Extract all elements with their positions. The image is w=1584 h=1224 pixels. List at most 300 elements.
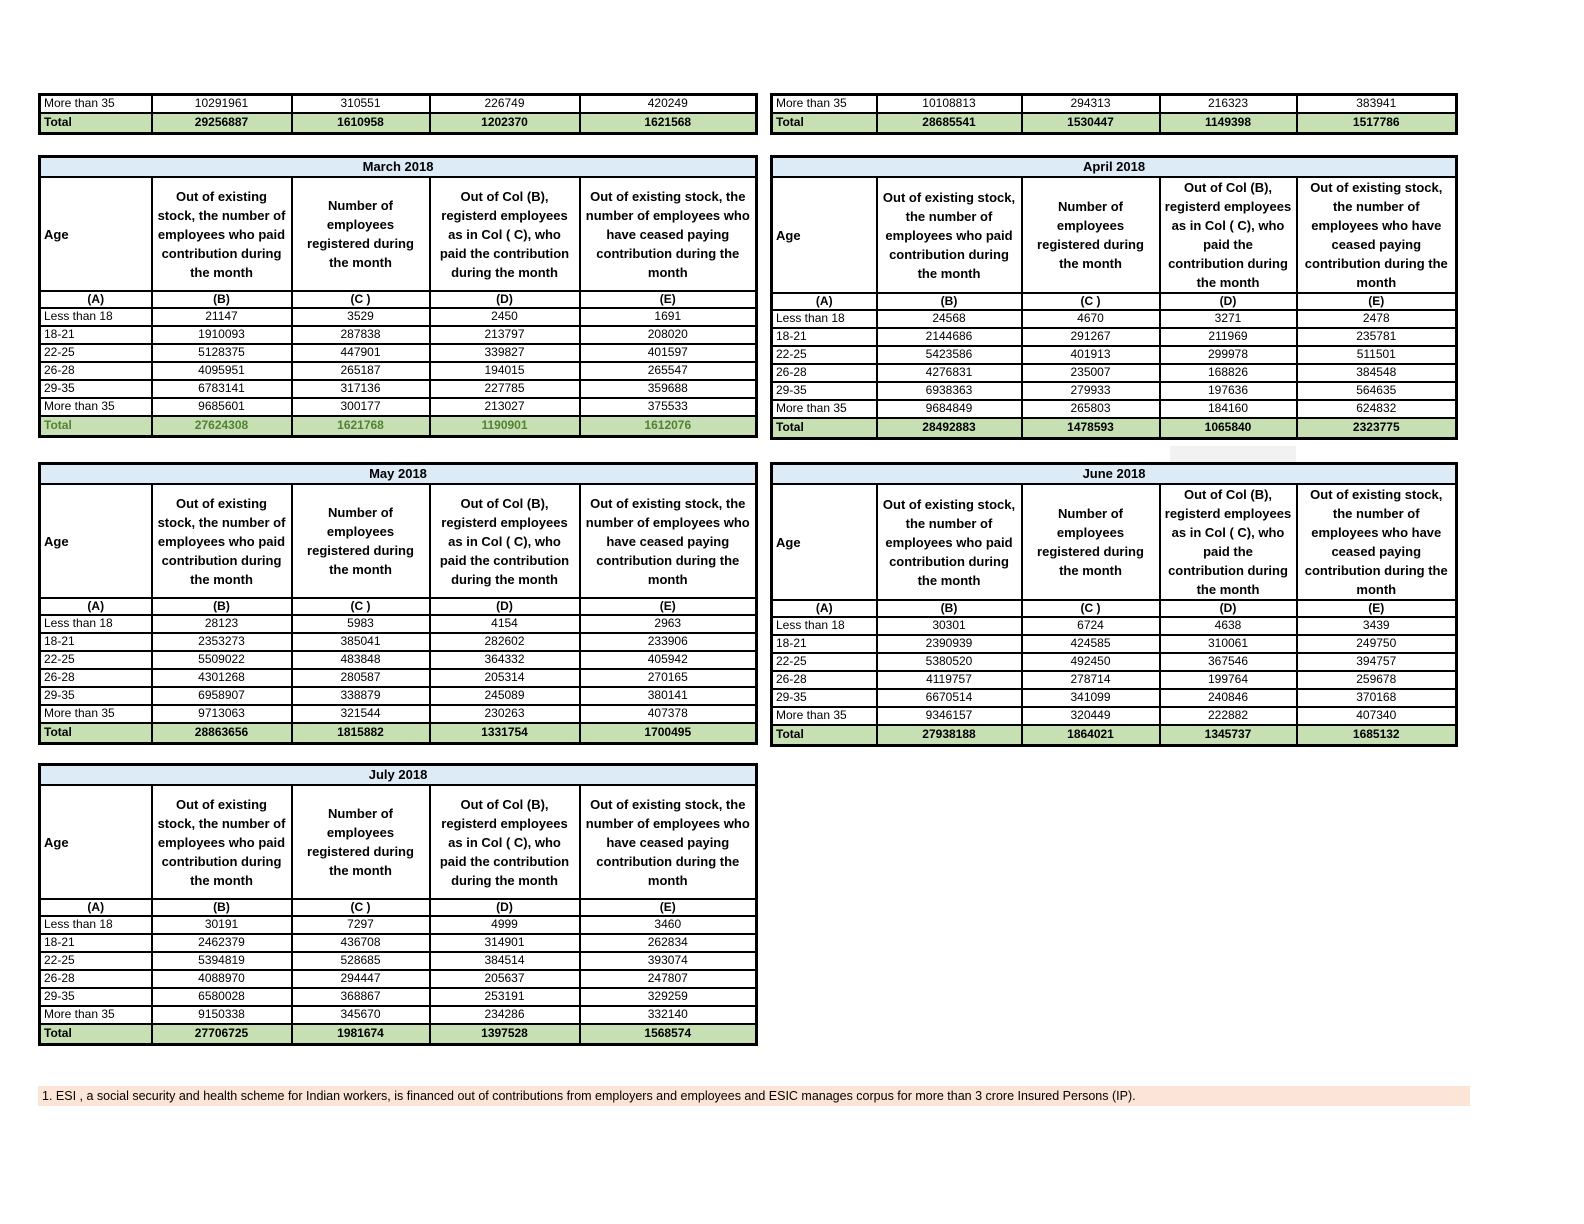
- total-cell: 1065840: [1160, 418, 1297, 439]
- data-cell: 4301268: [152, 669, 292, 687]
- data-cell: 310551: [292, 95, 430, 114]
- data-cell: 300177: [292, 398, 430, 416]
- data-cell: 407378: [580, 705, 757, 723]
- data-cell: 9685601: [152, 398, 292, 416]
- column-header-c: Number of employees registered during the month: [292, 785, 430, 899]
- data-cell: 2478: [1297, 310, 1457, 328]
- column-header-row: [772, 177, 1457, 293]
- data-cell: 213797: [430, 326, 580, 344]
- data-cell: 247807: [580, 970, 757, 988]
- data-cell: 235007: [1022, 364, 1160, 382]
- column-header-b: Out of existing stock, the number of employees who paid contribution during the month: [152, 484, 292, 598]
- total-cell: 1612076: [580, 416, 757, 437]
- age-label-cell: 22-25: [40, 651, 152, 669]
- column-header-d: Out of Col (B), registerd employees as in Col ( C), who paid the contribution during the month: [430, 484, 580, 598]
- total-cell: 28492883: [877, 418, 1022, 439]
- data-cell: 240846: [1160, 689, 1297, 707]
- table-row: [40, 916, 757, 934]
- data-cell: 2353273: [152, 633, 292, 651]
- data-cell: 4088970: [152, 970, 292, 988]
- column-letter-cell: (E): [1297, 293, 1457, 310]
- column-header-row: [40, 484, 757, 598]
- table-row: [772, 346, 1457, 364]
- column-letter-row: [772, 293, 1457, 310]
- total-cell: 1478593: [1022, 418, 1160, 439]
- data-cell: 5509022: [152, 651, 292, 669]
- data-cell: 420249: [580, 95, 757, 114]
- table-row: [772, 617, 1457, 635]
- column-letter-cell: (D): [430, 899, 580, 916]
- column-header-d: Out of Col (B), registerd employees as in Col ( C), who paid the contribution during the month: [430, 177, 580, 291]
- age-label-cell: 29-35: [772, 382, 877, 400]
- column-letter-cell: (D): [430, 598, 580, 615]
- data-cell: 278714: [1022, 671, 1160, 689]
- age-label-cell: 26-28: [772, 364, 877, 382]
- column-letter-cell: (C ): [1022, 600, 1160, 617]
- total-label-cell: Total: [772, 418, 877, 439]
- data-cell: 184160: [1160, 400, 1297, 418]
- data-cell: 1610958: [292, 113, 430, 134]
- table-row: [40, 308, 757, 326]
- total-label-cell: Total: [40, 416, 152, 437]
- column-letter-cell: (B): [877, 600, 1022, 617]
- column-header-e: Out of existing stock, the number of employees who have ceased paying contribution during the month: [1297, 484, 1457, 600]
- table-row: [40, 988, 757, 1006]
- total-cell: 1345737: [1160, 725, 1297, 746]
- age-label-cell: 18-21: [772, 635, 877, 653]
- data-cell: 2390939: [877, 635, 1022, 653]
- data-cell: 234286: [430, 1006, 580, 1024]
- data-cell: 299978: [1160, 346, 1297, 364]
- data-cell: 1910093: [152, 326, 292, 344]
- data-cell: 279933: [1022, 382, 1160, 400]
- month-title: July 2018: [40, 765, 757, 786]
- data-cell: 345670: [292, 1006, 430, 1024]
- age-label-cell: More than 35: [772, 400, 877, 418]
- data-cell: 2462379: [152, 934, 292, 952]
- total-row: [40, 723, 757, 744]
- age-label-cell: 29-35: [772, 689, 877, 707]
- month-table-june-2018: [770, 462, 1455, 747]
- data-cell: 3271: [1160, 310, 1297, 328]
- column-letter-row: [40, 899, 757, 916]
- column-letter-cell: (D): [1160, 293, 1297, 310]
- data-cell: 3439: [1297, 617, 1457, 635]
- data-cell: 341099: [1022, 689, 1160, 707]
- data-cell: 384514: [430, 952, 580, 970]
- data-cell: 213027: [430, 398, 580, 416]
- data-cell: 332140: [580, 1006, 757, 1024]
- column-letter-row: [40, 291, 757, 308]
- data-cell: 401913: [1022, 346, 1160, 364]
- data-cell: 394757: [1297, 653, 1457, 671]
- age-label-cell: 26-28: [40, 362, 152, 380]
- column-header-c: Number of employees registered during the month: [292, 484, 430, 598]
- month-table-july-2018: [38, 763, 755, 1046]
- data-cell: 282602: [430, 633, 580, 651]
- column-letter-cell: (C ): [292, 598, 430, 615]
- data-cell: 294313: [1022, 95, 1160, 114]
- data-cell: 1691: [580, 308, 757, 326]
- total-cell: 1864021: [1022, 725, 1160, 746]
- column-letter-cell: (D): [1160, 600, 1297, 617]
- data-cell: 367546: [1160, 653, 1297, 671]
- column-header-d: Out of Col (B), registerd employees as in Col ( C), who paid the contribution during the month: [430, 785, 580, 899]
- table-row: [40, 344, 757, 362]
- table-row: [40, 970, 757, 988]
- age-header-cell: Age: [772, 177, 877, 293]
- data-cell: 6670514: [877, 689, 1022, 707]
- age-label-cell: 29-35: [40, 988, 152, 1006]
- month-title: June 2018: [772, 464, 1457, 485]
- table-row: [772, 310, 1457, 328]
- age-header-cell: Age: [772, 484, 877, 600]
- age-label-cell: Less than 18: [40, 916, 152, 934]
- data-cell: 320449: [1022, 707, 1160, 725]
- column-letter-cell: (A): [772, 293, 877, 310]
- data-cell: 227785: [430, 380, 580, 398]
- data-cell: 405942: [580, 651, 757, 669]
- data-cell: 245089: [430, 687, 580, 705]
- age-label-cell: Total: [772, 113, 877, 134]
- age-label-cell: 29-35: [40, 380, 152, 398]
- data-cell: 359688: [580, 380, 757, 398]
- data-cell: 393074: [580, 952, 757, 970]
- column-header-c: Number of employees registered during the month: [292, 177, 430, 291]
- data-cell: 9346157: [877, 707, 1022, 725]
- column-letter-cell: (C ): [1022, 293, 1160, 310]
- total-cell: 1621768: [292, 416, 430, 437]
- total-cell: 27624308: [152, 416, 292, 437]
- data-cell: 230263: [430, 705, 580, 723]
- data-cell: 28685541: [877, 113, 1022, 134]
- data-cell: 199764: [1160, 671, 1297, 689]
- total-cell: 1331754: [430, 723, 580, 744]
- data-cell: 380141: [580, 687, 757, 705]
- data-cell: 222882: [1160, 707, 1297, 725]
- data-cell: 314901: [430, 934, 580, 952]
- data-cell: 168826: [1160, 364, 1297, 382]
- age-label-cell: 26-28: [772, 671, 877, 689]
- data-cell: 364332: [430, 651, 580, 669]
- column-letter-cell: (A): [40, 899, 152, 916]
- age-label-cell: More than 35: [772, 707, 877, 725]
- data-cell: 407340: [1297, 707, 1457, 725]
- data-cell: 370168: [1297, 689, 1457, 707]
- column-letter-row: [40, 598, 757, 615]
- age-label-cell: 22-25: [40, 344, 152, 362]
- data-cell: 317136: [292, 380, 430, 398]
- total-row: [40, 1024, 757, 1045]
- total-cell: 1700495: [580, 723, 757, 744]
- table-row: [772, 707, 1457, 725]
- total-cell: 1397528: [430, 1024, 580, 1045]
- month-table-may-2018: [38, 462, 755, 745]
- month-title: April 2018: [772, 157, 1457, 178]
- data-cell: 1621568: [580, 113, 757, 134]
- column-header-row: [40, 785, 757, 899]
- age-label-cell: More than 35: [772, 95, 877, 114]
- column-header-e: Out of existing stock, the number of employees who have ceased paying contribution during the month: [580, 785, 757, 899]
- data-cell: 483848: [292, 651, 430, 669]
- data-cell: 235781: [1297, 328, 1457, 346]
- age-label-cell: Less than 18: [40, 615, 152, 633]
- column-letter-cell: (B): [152, 598, 292, 615]
- age-label-cell: Less than 18: [40, 308, 152, 326]
- total-row: [772, 725, 1457, 746]
- data-cell: 4119757: [877, 671, 1022, 689]
- age-label-cell: 26-28: [40, 970, 152, 988]
- age-label-cell: 29-35: [40, 687, 152, 705]
- data-cell: 436708: [292, 934, 430, 952]
- table-row: [772, 400, 1457, 418]
- data-cell: 211969: [1160, 328, 1297, 346]
- total-row: [772, 418, 1457, 439]
- data-cell: 287838: [292, 326, 430, 344]
- data-cell: 253191: [430, 988, 580, 1006]
- column-letter-cell: (A): [772, 600, 877, 617]
- data-cell: 368867: [292, 988, 430, 1006]
- data-cell: 424585: [1022, 635, 1160, 653]
- data-cell: 375533: [580, 398, 757, 416]
- column-letter-cell: (B): [877, 293, 1022, 310]
- data-cell: 197636: [1160, 382, 1297, 400]
- data-cell: 29256887: [152, 113, 292, 134]
- table-row: [40, 669, 757, 687]
- table-row: [772, 653, 1457, 671]
- month-title-row: [40, 464, 757, 485]
- month-table-april-2018: [770, 155, 1455, 440]
- total-row: [40, 416, 757, 437]
- age-label-cell: Less than 18: [772, 310, 877, 328]
- data-cell: 338879: [292, 687, 430, 705]
- data-cell: 9713063: [152, 705, 292, 723]
- total-label-cell: Total: [40, 1024, 152, 1045]
- age-header-cell: Age: [40, 177, 152, 291]
- month-table-march-2018: [38, 155, 755, 438]
- data-cell: 233906: [580, 633, 757, 651]
- age-label-cell: 22-25: [772, 653, 877, 671]
- total-cell: 1190901: [430, 416, 580, 437]
- column-letter-cell: (C ): [292, 291, 430, 308]
- data-cell: 384548: [1297, 364, 1457, 382]
- month-title-row: [40, 765, 757, 786]
- data-cell: 6580028: [152, 988, 292, 1006]
- age-label-cell: 18-21: [40, 934, 152, 952]
- render-artifact: [1170, 446, 1296, 462]
- month-title-row: [772, 157, 1457, 178]
- table-row: [40, 934, 757, 952]
- table-row: [40, 113, 757, 134]
- age-label-cell: More than 35: [40, 705, 152, 723]
- total-label-cell: Total: [40, 723, 152, 744]
- data-cell: 5128375: [152, 344, 292, 362]
- age-label-cell: More than 35: [40, 398, 152, 416]
- data-cell: 339827: [430, 344, 580, 362]
- table-row: [40, 326, 757, 344]
- table-row: [40, 95, 757, 114]
- data-cell: 492450: [1022, 653, 1160, 671]
- age-label-cell: 26-28: [40, 669, 152, 687]
- table-row: [772, 689, 1457, 707]
- data-cell: 205637: [430, 970, 580, 988]
- age-label-cell: Less than 18: [772, 617, 877, 635]
- data-cell: 5983: [292, 615, 430, 633]
- table-row: [772, 382, 1457, 400]
- total-cell: 1815882: [292, 723, 430, 744]
- data-cell: 4999: [430, 916, 580, 934]
- age-label-cell: 22-25: [772, 346, 877, 364]
- column-letter-cell: (E): [580, 291, 757, 308]
- column-letter-cell: (B): [152, 291, 292, 308]
- month-title-row: [40, 157, 757, 178]
- top-table-right: [770, 93, 1455, 135]
- data-cell: 4638: [1160, 617, 1297, 635]
- data-cell: 265187: [292, 362, 430, 380]
- data-cell: 270165: [580, 669, 757, 687]
- table-row: [772, 95, 1457, 114]
- column-letter-cell: (A): [40, 291, 152, 308]
- column-letter-cell: (C ): [292, 899, 430, 916]
- column-header-e: Out of existing stock, the number of employees who have ceased paying contribution during the month: [580, 484, 757, 598]
- total-cell: 1685132: [1297, 725, 1457, 746]
- data-cell: 1517786: [1297, 113, 1457, 134]
- table-row: [772, 364, 1457, 382]
- data-cell: 265803: [1022, 400, 1160, 418]
- footnote-text: 1. ESI , a social security and health scheme for Indian workers, is financed out of contributions from employers and employees and ESIC manages corpus for more than 3 crore Insured Persons (IP).: [42, 1089, 1136, 1103]
- data-cell: 5394819: [152, 952, 292, 970]
- data-cell: 6938363: [877, 382, 1022, 400]
- top-table-left: [38, 93, 755, 135]
- table-row: [772, 671, 1457, 689]
- data-cell: 30191: [152, 916, 292, 934]
- table-row: [40, 398, 757, 416]
- data-cell: 294447: [292, 970, 430, 988]
- data-cell: 208020: [580, 326, 757, 344]
- data-cell: 383941: [1297, 95, 1457, 114]
- data-cell: 3529: [292, 308, 430, 326]
- total-cell: 1568574: [580, 1024, 757, 1045]
- data-cell: 1530447: [1022, 113, 1160, 134]
- total-cell: 2323775: [1297, 418, 1457, 439]
- table-row: [40, 362, 757, 380]
- column-header-b: Out of existing stock, the number of employees who paid contribution during the month: [877, 484, 1022, 600]
- data-cell: 262834: [580, 934, 757, 952]
- table-row: [772, 113, 1457, 134]
- data-cell: 2963: [580, 615, 757, 633]
- data-cell: 310061: [1160, 635, 1297, 653]
- data-cell: 3460: [580, 916, 757, 934]
- column-header-row: [772, 484, 1457, 600]
- data-cell: 2144686: [877, 328, 1022, 346]
- column-header-c: Number of employees registered during the month: [1022, 177, 1160, 293]
- age-label-cell: More than 35: [40, 1006, 152, 1024]
- table-row: [40, 952, 757, 970]
- data-cell: 528685: [292, 952, 430, 970]
- month-title: March 2018: [40, 157, 757, 178]
- total-cell: 27706725: [152, 1024, 292, 1045]
- data-cell: 447901: [292, 344, 430, 362]
- column-header-b: Out of existing stock, the number of employees who paid contribution during the month: [152, 785, 292, 899]
- data-cell: 28123: [152, 615, 292, 633]
- column-letter-cell: (B): [152, 899, 292, 916]
- total-label-cell: Total: [772, 725, 877, 746]
- column-header-d: Out of Col (B), registerd employees as in Col ( C), who paid the contribution during the month: [1160, 484, 1297, 600]
- data-cell: 226749: [430, 95, 580, 114]
- table-row: [772, 635, 1457, 653]
- data-cell: 4095951: [152, 362, 292, 380]
- age-label-cell: More than 35: [40, 95, 152, 114]
- data-cell: 194015: [430, 362, 580, 380]
- table-row: [40, 651, 757, 669]
- age-label-cell: 18-21: [40, 633, 152, 651]
- column-header-c: Number of employees registered during the month: [1022, 484, 1160, 600]
- data-cell: 385041: [292, 633, 430, 651]
- age-header-cell: Age: [40, 785, 152, 899]
- data-cell: 6958907: [152, 687, 292, 705]
- data-cell: 4670: [1022, 310, 1160, 328]
- column-header-b: Out of existing stock, the number of employees who paid contribution during the month: [877, 177, 1022, 293]
- data-cell: 21147: [152, 308, 292, 326]
- data-cell: 321544: [292, 705, 430, 723]
- column-letter-cell: (E): [1297, 600, 1457, 617]
- data-cell: 205314: [430, 669, 580, 687]
- data-cell: 4276831: [877, 364, 1022, 382]
- footnote: [38, 1086, 1470, 1106]
- data-cell: 24568: [877, 310, 1022, 328]
- column-header-d: Out of Col (B), registerd employees as in Col ( C), who paid the contribution during the month: [1160, 177, 1297, 293]
- data-cell: 30301: [877, 617, 1022, 635]
- month-title-row: [772, 464, 1457, 485]
- data-cell: 7297: [292, 916, 430, 934]
- data-cell: 5423586: [877, 346, 1022, 364]
- data-cell: 5380520: [877, 653, 1022, 671]
- data-cell: 9684849: [877, 400, 1022, 418]
- age-label-cell: 18-21: [40, 326, 152, 344]
- age-label-cell: Total: [40, 113, 152, 134]
- total-cell: 27938188: [877, 725, 1022, 746]
- table-row: [772, 328, 1457, 346]
- data-cell: 329259: [580, 988, 757, 1006]
- data-cell: 624832: [1297, 400, 1457, 418]
- data-cell: 6783141: [152, 380, 292, 398]
- data-cell: 2450: [430, 308, 580, 326]
- data-cell: 280587: [292, 669, 430, 687]
- column-letter-row: [772, 600, 1457, 617]
- age-label-cell: 22-25: [40, 952, 152, 970]
- data-cell: 4154: [430, 615, 580, 633]
- data-cell: 1149398: [1160, 113, 1297, 134]
- age-label-cell: 18-21: [772, 328, 877, 346]
- data-cell: 10108813: [877, 95, 1022, 114]
- column-header-e: Out of existing stock, the number of employees who have ceased paying contribution during the month: [1297, 177, 1457, 293]
- table-row: [40, 1006, 757, 1024]
- column-letter-cell: (E): [580, 899, 757, 916]
- total-cell: 1981674: [292, 1024, 430, 1045]
- data-cell: 511501: [1297, 346, 1457, 364]
- column-header-row: [40, 177, 757, 291]
- data-cell: 401597: [580, 344, 757, 362]
- data-cell: 9150338: [152, 1006, 292, 1024]
- total-cell: 28863656: [152, 723, 292, 744]
- data-cell: 1202370: [430, 113, 580, 134]
- table-row: [40, 687, 757, 705]
- table-row: [40, 380, 757, 398]
- data-cell: 291267: [1022, 328, 1160, 346]
- column-header-e: Out of existing stock, the number of employees who have ceased paying contribution during the month: [580, 177, 757, 291]
- data-cell: 216323: [1160, 95, 1297, 114]
- column-header-b: Out of existing stock, the number of employees who paid contribution during the month: [152, 177, 292, 291]
